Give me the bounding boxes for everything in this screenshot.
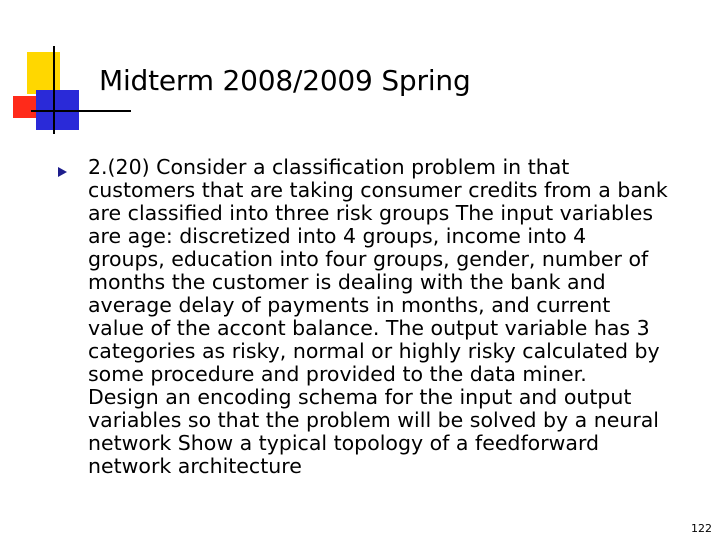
- square-bullet-icon: [58, 167, 67, 177]
- slide-title: Midterm 2008/2009 Spring: [99, 64, 471, 97]
- decorative-vertical-line: [53, 46, 55, 134]
- decorative-yellow-square: [27, 52, 60, 94]
- page-number: 122: [691, 522, 712, 535]
- decorative-horizontal-line: [31, 110, 131, 112]
- question-text: 2.(20) Consider a classification problem in that customers that are taking consumer credits from a bank are classified into three risk groups The input variables are age: discretized into 4 groups, income into 4 groups, education into four groups, gender, number of months the customer is dealing with the bank and average delay of payments in months, and current value of the accont balance. The output variable has 3 categories as risky, normal or highly risky calculated by some procedure and provided to the data miner. Design an encoding schema for the input and output variables so that the problem will be solved by a neural network Show a typical topology of a feedforward network architecture: [88, 155, 668, 478]
